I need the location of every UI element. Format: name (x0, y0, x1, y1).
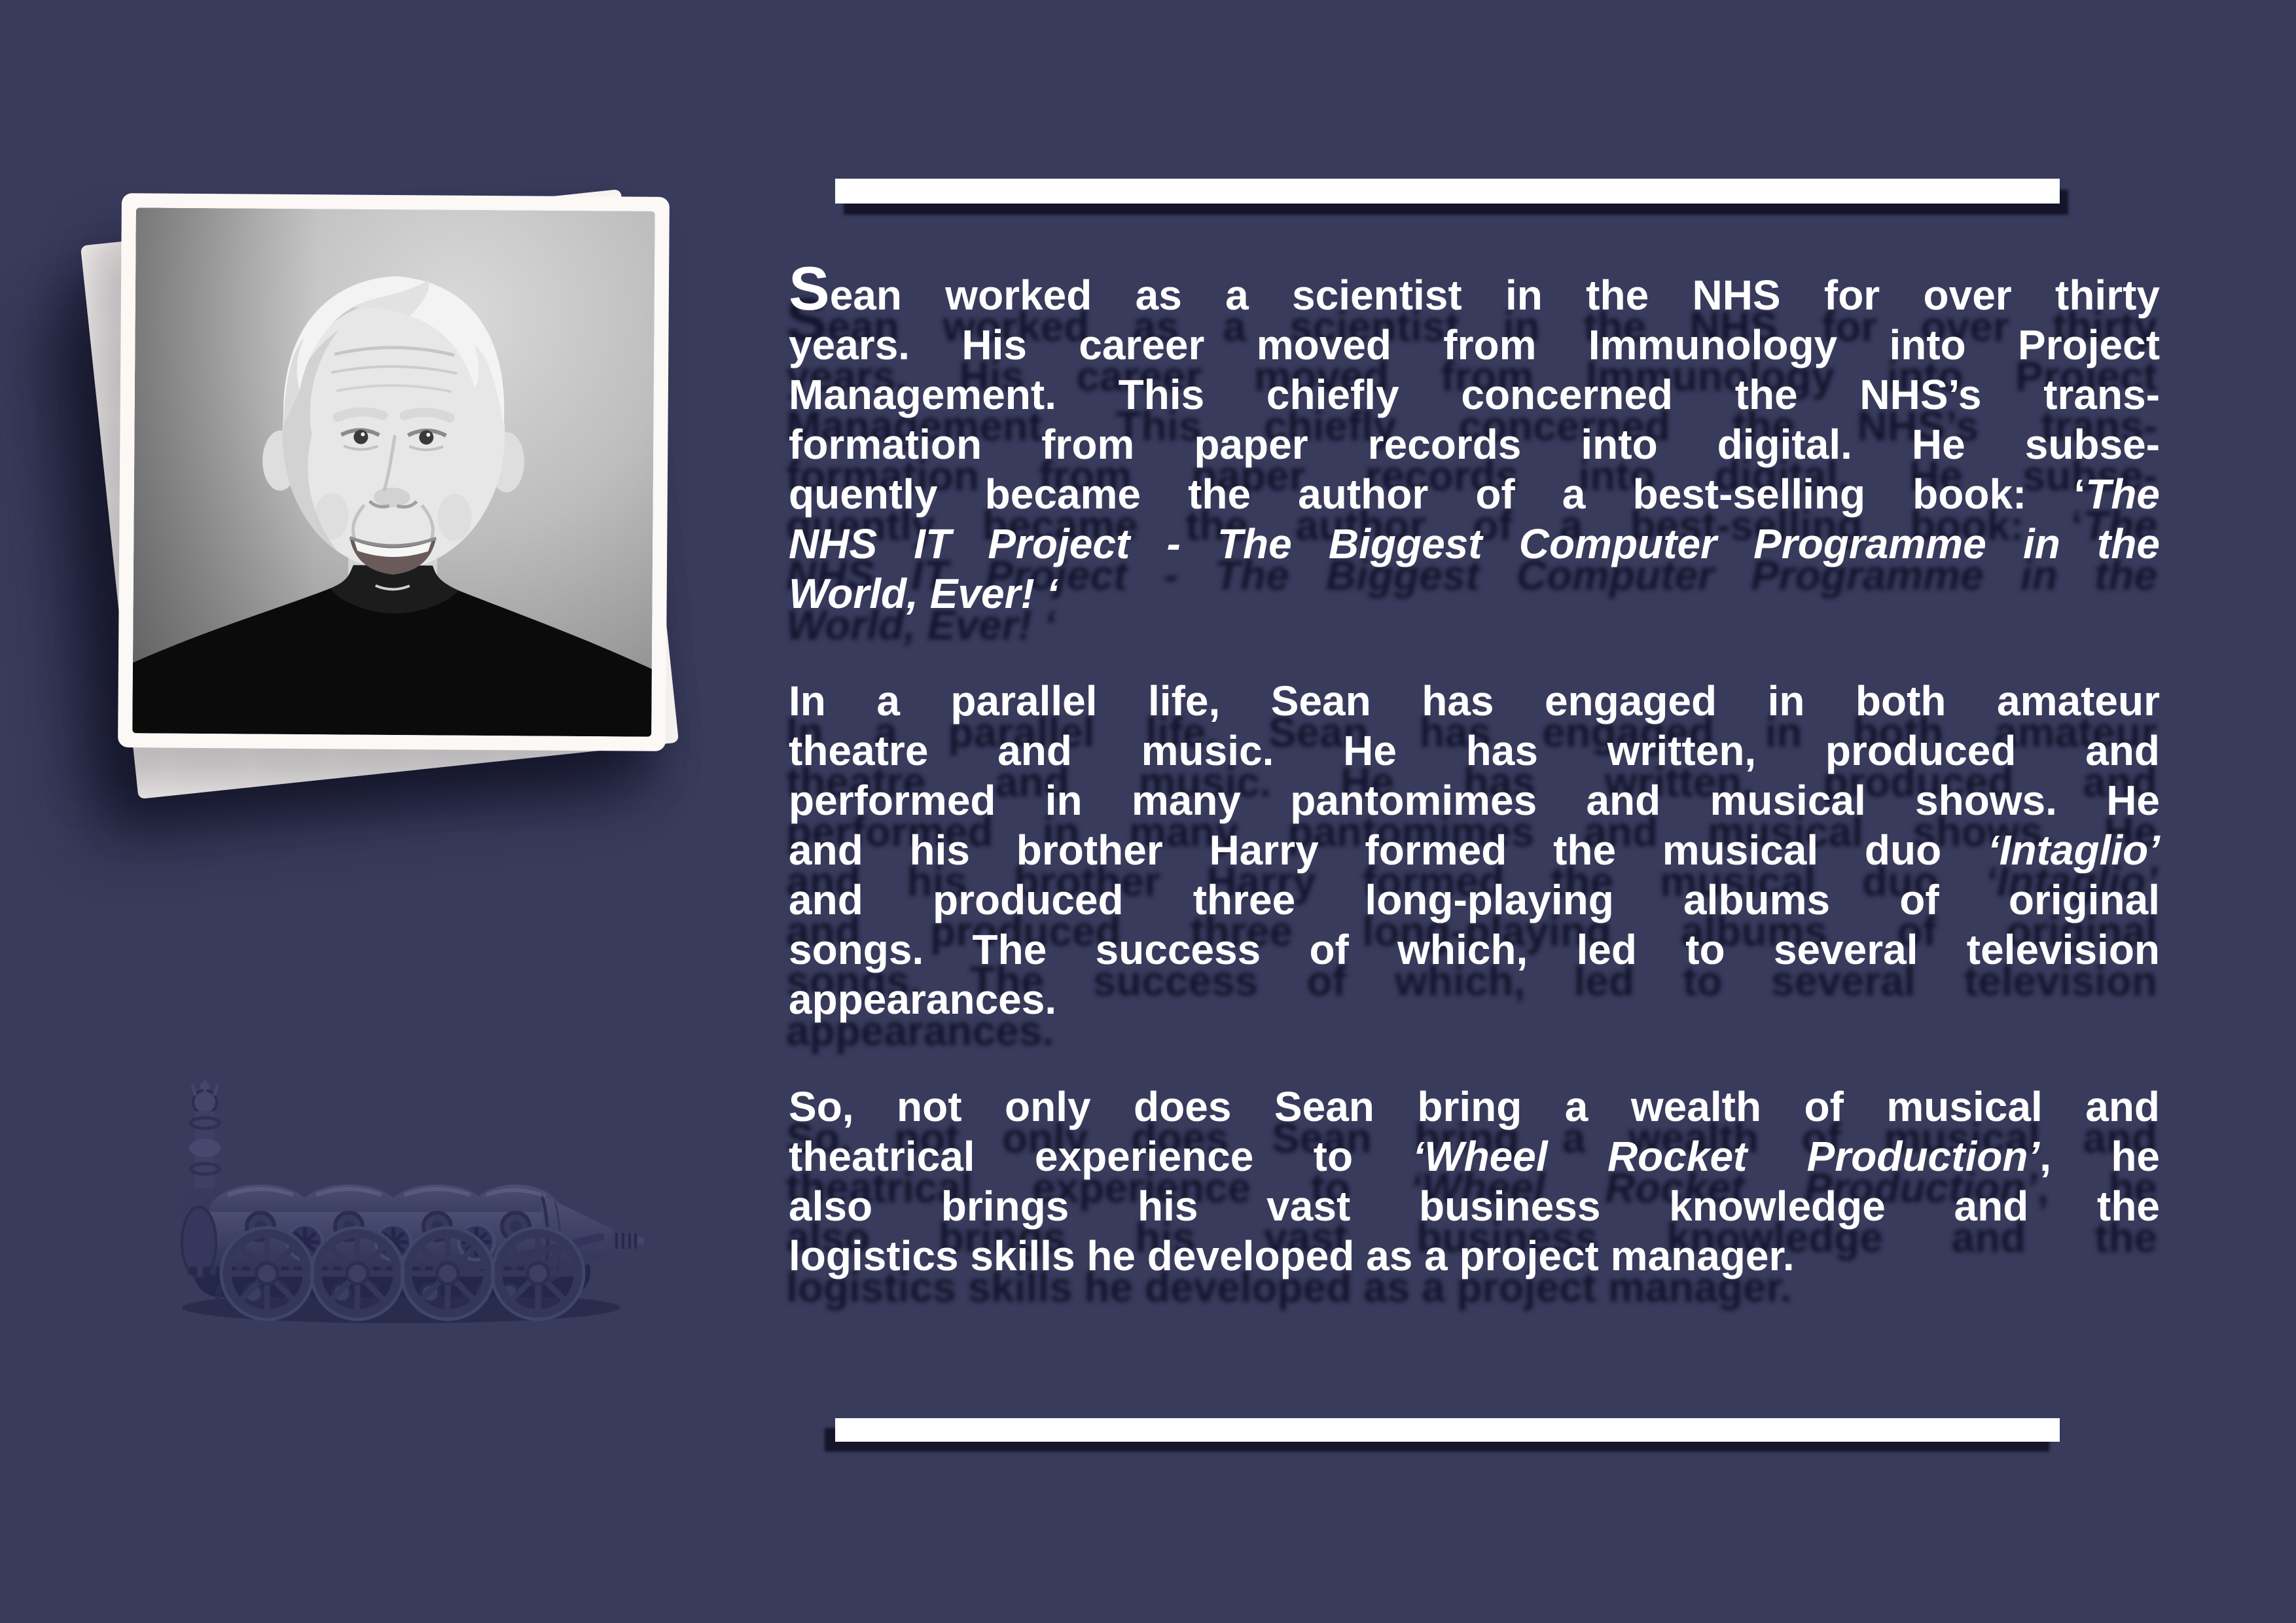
italic-segment: NHS IT Project - The Biggest Computer Programme in the (789, 520, 2160, 567)
portrait-illustration (132, 207, 655, 737)
paragraph (789, 1082, 2160, 1281)
text-segment: theatrical experience to (789, 1133, 1413, 1180)
portrait-photo (132, 207, 655, 737)
text-line (789, 776, 2160, 825)
text-line (789, 1181, 2160, 1231)
steampunk-train-illustration (149, 1077, 645, 1327)
text-segment: In a parallel life, Sean has engaged in both amateur (789, 677, 2160, 724)
text-segment: years. His career moved from Immunology into Project (789, 321, 2160, 368)
paragraph (789, 676, 2160, 1024)
top-rule (835, 179, 2060, 204)
text-line (789, 925, 2160, 974)
text-segment: Management. This chiefly concerned the NHS’s trans- (789, 371, 2160, 418)
text-line (789, 370, 2160, 419)
italic-segment: ‘Wheel Rocket Production’ (1412, 1133, 2040, 1180)
text-segment: also brings his vast business knowledge and the (789, 1183, 2160, 1230)
paragraph (789, 254, 2160, 618)
bio-text (789, 254, 2161, 1281)
text-line (789, 569, 2160, 618)
steampunk-train-svg (149, 1077, 645, 1327)
text-line (789, 519, 2160, 569)
text-segment: and produced three long-playing albums of original (789, 876, 2160, 923)
text-segment: performed in many pantomimes and musical shows. He (789, 777, 2160, 824)
text-line (789, 1132, 2160, 1181)
text-line (789, 726, 2160, 776)
text-line (789, 320, 2160, 370)
text-line (789, 254, 2160, 323)
photo-frame (118, 193, 670, 751)
text-line (789, 469, 2160, 519)
italic-segment: The (2085, 471, 2160, 518)
text-segment: songs. The success of which, led to several television (789, 926, 2160, 973)
text-line (789, 419, 2160, 469)
text-segment: , he (2039, 1133, 2161, 1180)
text-segment: quently became the author of a best-selling book: ‘ (789, 471, 2086, 518)
bottom-rule (835, 1418, 2060, 1442)
initial-letter: S (789, 254, 830, 323)
italic-segment: World, Ever! ‘ (789, 570, 1058, 617)
text-line (789, 1231, 2160, 1281)
text-segment: logistics skills he developed as a project manager. (789, 1232, 1795, 1279)
text-line (789, 875, 2160, 925)
italic-segment: ‘Intaglio’ (1987, 827, 2160, 874)
text-line (789, 676, 2160, 726)
text-line (789, 974, 2160, 1024)
text-segment: theatre and music. He has written, produced and (789, 727, 2160, 774)
text-line (789, 1082, 2160, 1132)
text-line (789, 825, 2160, 875)
text-segment: ean worked as a scientist in the NHS for over thirty (829, 272, 2160, 319)
text-segment: So, not only does Sean bring a wealth of musical and (789, 1083, 2160, 1130)
text-segment: appearances. (789, 976, 1057, 1023)
text-segment: formation from paper records into digital. He subse- (789, 421, 2160, 468)
text-segment: and his brother Harry formed the musical duo (789, 827, 1988, 874)
